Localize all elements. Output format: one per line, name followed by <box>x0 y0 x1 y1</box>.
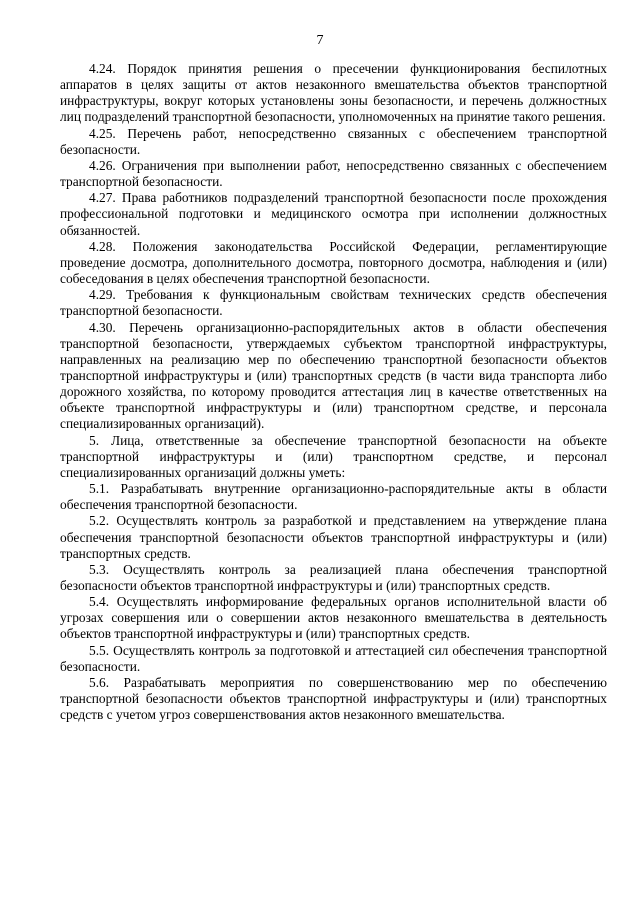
paragraph-5-4: 5.4. Осуществлять информирование федеральных органов исполнительной власти об угрозах совершения или о совершении актов незаконного вмешательства в деятельность объектов транспортной инфраструктуры и (или) транспортных средств. <box>60 594 607 642</box>
paragraph-5-5: 5.5. Осуществлять контроль за подготовкой и аттестацией сил обеспечения транспортной безопасности. <box>60 642 607 674</box>
paragraph-4-26: 4.26. Ограничения при выполнении работ, непосредственно связанных с обеспечением транспортной безопасности. <box>60 157 607 190</box>
paragraph-5-3: 5.3. Осуществлять контроль за реализацией плана обеспечения транспортной безопасности объектов транспортной инфраструктуры и (или) транспортных средств. <box>60 561 607 593</box>
paragraph-5-2: 5.2. Осуществлять контроль за разработкой и представлением на утверждение плана обеспечения транспортной безопасности объектов транспортной инфраструктуры и (или) транспортных средств. <box>60 513 607 561</box>
paragraph-4-24: 4.24. Порядок принятия решения о пресечении функционирования беспилотных аппаратов в целях защиты от актов незаконного вмешательства объектов транспортной инфраструктуры, вокруг которых установлены зоны безопасности, и перечень должностных лиц подразделений транспортной безопасности, уполномоченных на принятие такого решения. <box>60 61 607 125</box>
page-number: 7 <box>316 33 324 48</box>
paragraph-4-30: 4.30. Перечень организационно-распорядительных актов в области обеспечения транспортной безопасности, утверждаемых субъектом транспортной инфраструктуры, направленных на реализацию мер по обеспечению транспортной безопасности объектов транспортной инфраструктуры и (или) транспортных средств (в части вида транспорта либо дорожного хозяйства, по которому проводится аттестация лиц в качестве ответственных на объекте транспортной инфраструктуры и (или) транспортном средстве, и персонала специализированных организаций). <box>60 319 607 432</box>
document-body <box>60 61 607 723</box>
paragraph-4-27: 4.27. Права работников подразделений транспортной безопасности после прохождения профессиональной подготовки и медицинского осмотра при исполнении должностных обязанностей. <box>60 190 607 238</box>
paragraph-5: 5. Лица, ответственные за обеспечение транспортной безопасности на объекте транспортной инфраструктуры и (или) транспортном средстве, и персонал специализированных организаций должны уметь: <box>60 432 607 480</box>
paragraph-5-1: 5.1. Разрабатывать внутренние организационно-распорядительные акты в области обеспечения транспортной безопасности. <box>60 481 607 513</box>
paragraph-4-29: 4.29. Требования к функциональным свойствам технических средств обеспечения транспортной безопасности. <box>60 287 607 319</box>
paragraph-5-6: 5.6. Разрабатывать мероприятия по совершенствованию мер по обеспечению транспортной безопасности объектов транспортной инфраструктуры и (или) транспортных средств с учетом угроз совершенствования актов незаконного вмешательства. <box>60 674 607 723</box>
paragraph-4-28: 4.28. Положения законодательства Российской Федерации, регламентирующие проведение досмотра, дополнительного досмотра, повторного досмотра, наблюдения и (или) собеседования в целях обеспечения транспортной безопасности. <box>60 238 607 287</box>
paragraph-4-25: 4.25. Перечень работ, непосредственно связанных с обеспечением транспортной безопасности. <box>60 125 607 157</box>
